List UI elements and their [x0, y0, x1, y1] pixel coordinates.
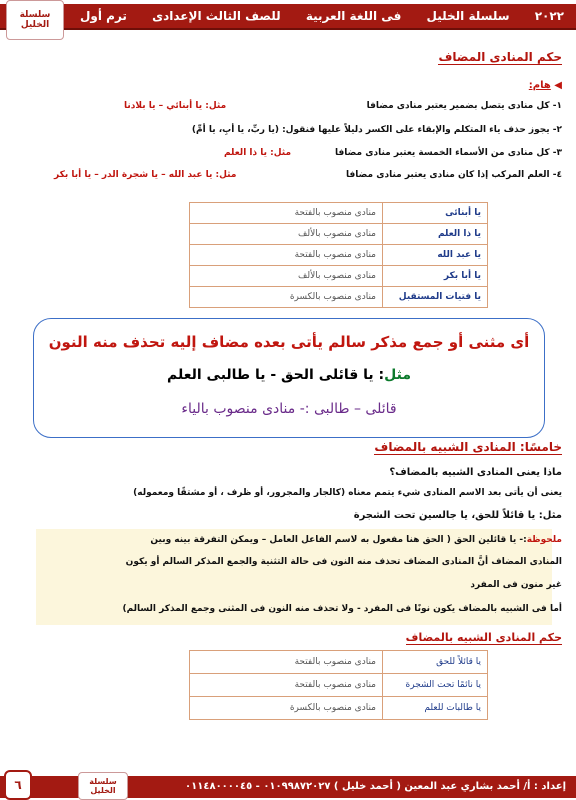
section-title-mudaf: حكم المنادى المضاف — [438, 50, 562, 64]
table-row: يا ذا العلم منادى منصوب بالألف — [190, 224, 488, 245]
section-title-shabih-rule: حكم المنادى الشبيه بالمضاف — [405, 631, 562, 644]
note-line-3: غير منون فى المفرد — [470, 580, 562, 590]
rule-2: ٢- يجوز حذف ياء المتكلم والإبقاء على الكسر دليلاً عليها فنقول: (يا ربِّ، يا أبِ، يا أمِّ) — [191, 125, 562, 135]
rule-1: ١- كل منادى يتصل بضمير يعتبر منادى مضافا مثل: يا أبنائي – يا بلادنا — [124, 101, 562, 111]
table-row: يا أبنائى منادى منصوب بالفتحة — [190, 203, 488, 224]
table-row: يا عبد الله منادى منصوب بالفتحة — [190, 245, 488, 266]
header-bar — [0, 0, 576, 30]
footer-author: إعداد : أ/ أحمد بشاري عبد المعين ( أحمد خليل ) ٠١٠٩٩٨٧٢٠٢٧ - ٠١١٤٨٠٠٠٠٤٥ — [185, 781, 566, 792]
rule-3: ٣- كل منادى من الأسماء الخمسة يعتبر منادى مضافا مثل: يا ذا العلم — [224, 148, 562, 158]
triangle-icon: ◀ — [554, 80, 562, 91]
note-line-1: ملحوظة:- يا قائلين الحق ( الحق هنا مفعول به لاسم الفاعل العامل – ويمكن التفرقة بينه وبين — [150, 535, 562, 545]
shabih-table — [189, 650, 488, 720]
box-line-2: مثل: يا قائلى الحق - يا طالبى العلم — [167, 367, 411, 383]
table-row: يا طالبات للعلم منادى منصوب بالكسرة — [190, 697, 488, 720]
header-grade: للصف الثالث الإعدادى — [152, 9, 281, 23]
note-line-2: المنادى المضاف أنَّ المنادى المضاف تحذف منه النون فى حالة التثنية والجمع المذكر السالم أو يكون — [125, 557, 562, 567]
table-row: يا نائمًا تحت الشجرة منادى منصوب بالفتحة — [190, 674, 488, 697]
header-term: ترم أول — [80, 9, 127, 23]
highlight-box — [33, 318, 545, 438]
table-row: يا فتيات المستقبل منادى منصوب بالكسرة — [190, 287, 488, 308]
question-line: ماذا يعنى المنادى الشبيه بالمضاف؟ — [389, 467, 562, 478]
header-text — [80, 4, 564, 28]
footer-logo: سلسلة الخليل — [78, 772, 128, 800]
example-line: مثل: يا قائلاً للحق، يا جالسين تحت الشجرة — [353, 510, 562, 521]
table-row: يا قائلاً للحق منادى منصوب بالفتحة — [190, 651, 488, 674]
box-line-3: قائلى – طالبى :- منادى منصوب بالياء — [181, 401, 397, 417]
section-title-shabih: خامسًا: المنادى الشبيه بالمضاف — [374, 440, 562, 454]
note-line-4: أما فى الشبيه بالمضاف يكون نونًا فى المفرد - ولا تحذف منه النون فى المثنى وجمع المذكر السالم) — [122, 604, 562, 614]
box-line-1: أى مثنى أو جمع مذكر سالم يأتى بعده مضاف إليه تحذف منه النون — [48, 333, 530, 351]
header-series: سلسلة الخليل — [426, 9, 510, 23]
header-logo: سلسلة الخليل — [6, 0, 64, 40]
table-row: يا أبا بكر منادى منصوب بالألف — [190, 266, 488, 287]
mudaf-table — [189, 202, 488, 308]
header-subject: فى اللغة العربية — [305, 9, 402, 23]
page-number: ٦ — [4, 770, 32, 800]
rule-4: ٤- العلم المركب إذا كان منادى يعتبر منادى مضافا مثل: يا عبد الله – يا شجرة الدر – يا أبا بكر — [54, 170, 562, 180]
important-label: ◀ هام: — [528, 80, 562, 91]
footer-bar — [0, 770, 576, 800]
header-year: ٢٠٢٢ — [534, 9, 564, 23]
definition-line: يعنى أن يأتى بعد الاسم المنادى شيء يتمم معناه (كالجار والمجرور، أو ظرف ، أو مشتقًا ومعموله) — [133, 488, 562, 498]
